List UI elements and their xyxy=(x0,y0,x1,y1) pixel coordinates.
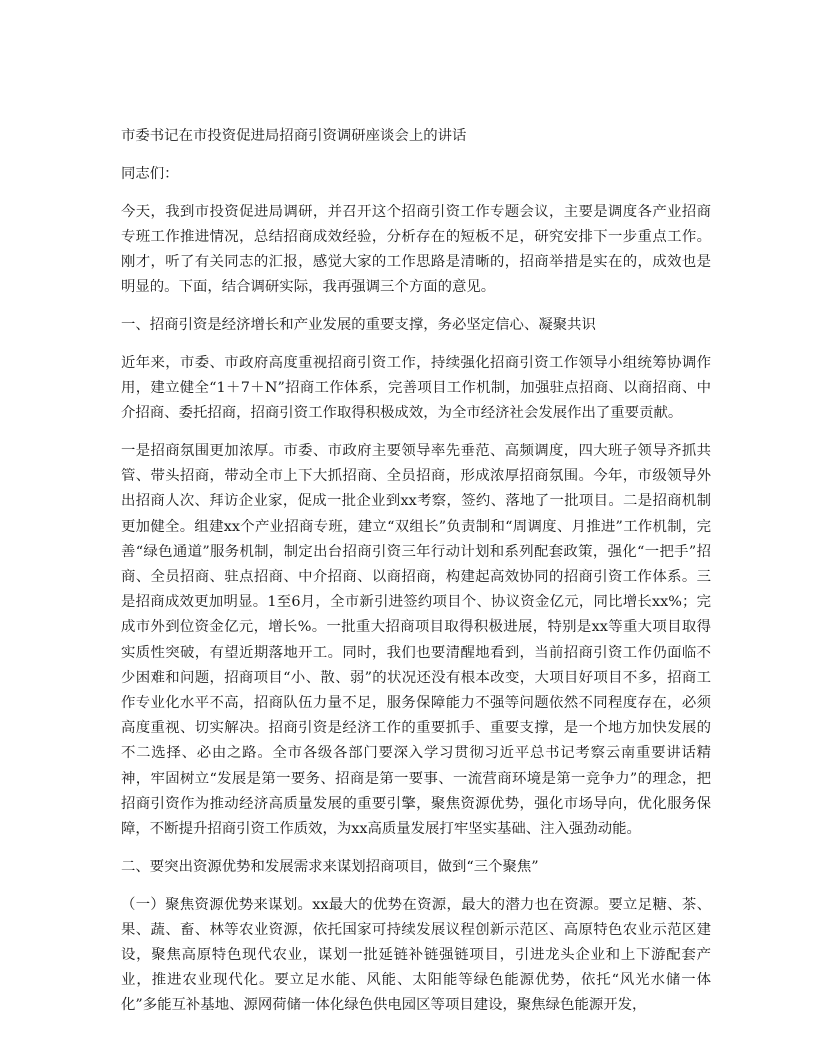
salutation: 同志们： xyxy=(121,165,179,182)
paragraph: 一是招商氛围更加浓厚。市委、市政府主要领导率先垂范、高频调度，四大班子领导齐抓共管、带头招商，带动全市上下大抓招商、全员招商，形成浓厚招商氛围。今年，市级领导外出招商人次、拜访企业家，促成一批企业到xx考察，签约、落地了一批项目。二是招商机制更加健全。组建xx个产业招商专班，建立“双组长”负责制和“周调度、月推进”工作机制，完善“绿色通道”服务机制，制定出台招商引资三年行动计划和系列配套政策，强化“一把手”招商、全员招商、驻点招商、中介招商、以商招商，构建起高效协同的招商引资工作体系。三是招商成效更加明显。1至6月，全市新引进签约项目个、协议资金亿元，同比增长xx%；完成市外到位资金亿元，增长%。一批重大招商项目取得积极进展，特别是xx等重大项目取得实质性突破，有望近期落地开工。同时，我们也要清醒地看到，当前招商引资工作仍面临不少困难和问题，招商项目“小、散、弱”的状况还没有根本改变，大项目好项目不多，招商工作专业化水平不高，招商队伍力量不足，服务保障能力不强等问题依然不同程度存在，必须高度重视、切实解决。招商引资是经济工作的重要抓手、重要支撑，是一个地方加快发展的不二选择、必由之路。全市各级各部门要深入学习贯彻习近平总书记考察云南重要讲话精神，牢固树立“发展是第一要务、招商是第一要事、一流营商环境是第一竞争力”的理念，把招商引资作为推动经济高质量发展的重要引擎，聚焦资源优势，强化市场导向，优化服务保障，不断提升招商引资工作质效，为xx高质量发展打牢坚实基础、注入强劲动能。 xyxy=(121,443,711,838)
paragraph-intro: 今天，我到市投资促进局调研，并召开这个招商引资工作专题会议，主要是调度各产业招商专班工作推进情况，总结招商成效经验，分析存在的短板不足，研究安排下一步重点工作。刚才，听了有关同志的汇报，感觉大家的工作思路是清晰的，招商举措是实在的，成效也是明显的。下面，结合调研实际，我再强调三个方面的意见。 xyxy=(121,203,711,296)
paragraph: 近年来，市委、市政府高度重视招商引资工作，持续强化招商引资工作领导小组统筹协调作用，建立健全“1＋7＋N”招商工作体系，完善项目工作机制，加强驻点招商、以商招商、中介招商、委托招商，招商引资工作取得积极成效，为全市经济社会发展作出了重要贡献。 xyxy=(121,354,711,422)
document-title: 市委书记在市投资促进局招商引资调研座谈会上的讲话 xyxy=(121,128,467,144)
section-heading-1: 一、招商引资是经济增长和产业发展的重要支撑，务必坚定信心、凝聚共识 xyxy=(121,317,596,333)
section-heading-2: 二、要突出资源优势和发展需求来谋划招商项目，做到“三个聚焦” xyxy=(121,858,539,875)
paragraph: （一）聚焦资源优势来谋划。xx最大的优势在资源，最大的潜力也在资源。要立足糖、茶、果、蔬、畜、林等农业资源，依托国家可持续发展议程创新示范区、高原特色农业示范区建设，聚焦高原特色现代农业，谋划一批延链补链强链项目，引进龙头企业和上下游配套产业，推进农业现代化。要立足水能、风能、太阳能等绿色能源优势，依托“风光水储一体化”多能互补基地、源网荷储一体化绿色供电园区等项目建设，聚焦绿色能源开发， xyxy=(121,896,711,1014)
document-body xyxy=(121,124,711,1031)
